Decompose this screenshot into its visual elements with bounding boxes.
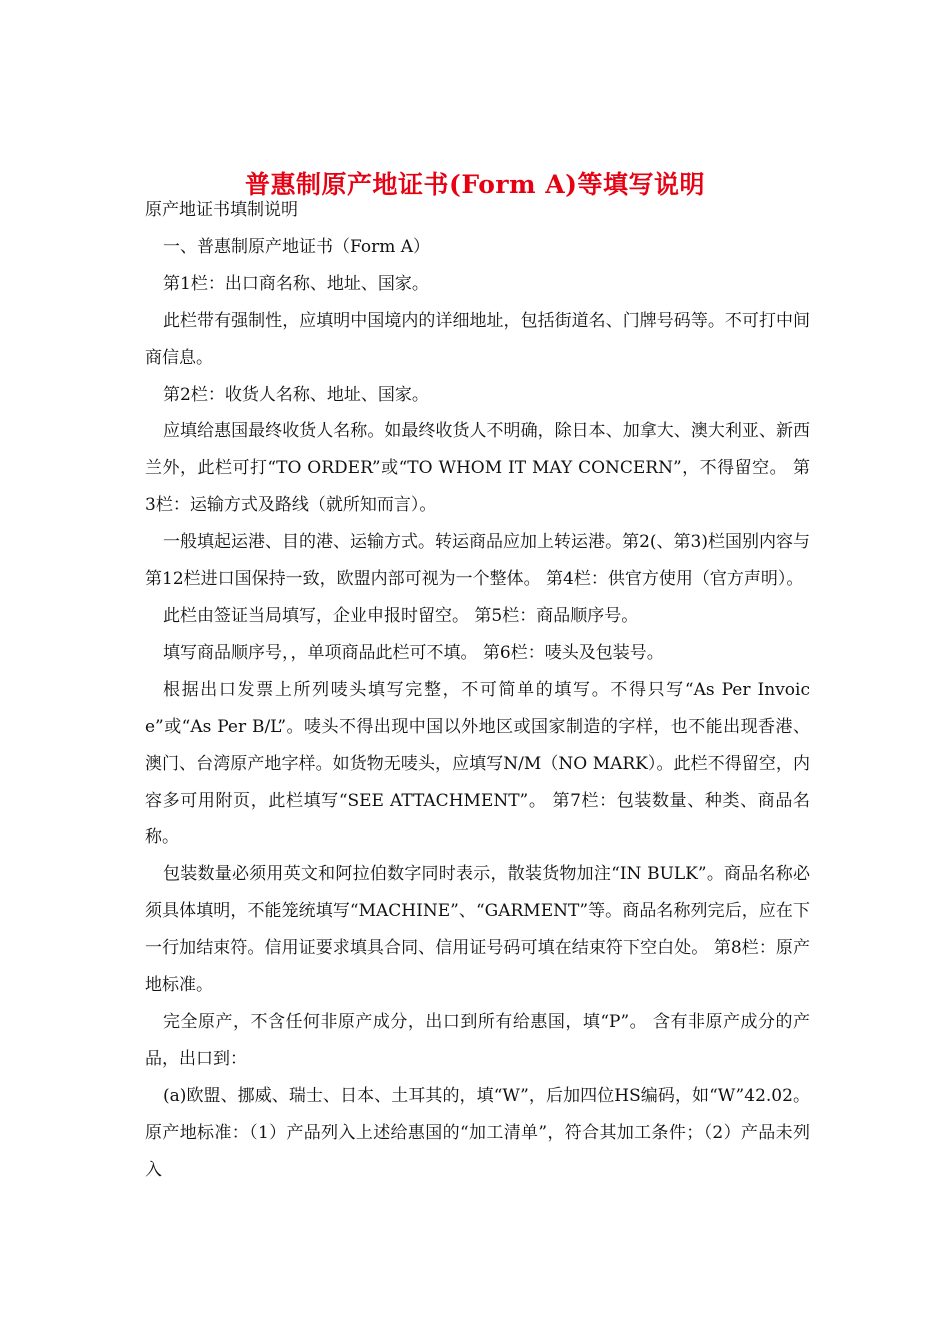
paragraph-section-title: 一、普惠制原产地证书（Form A） — [163, 236, 431, 257]
paragraph-field-7-desc: 包装数量必须用英文和阿拉伯数字同时表示，散装货物加注“IN BULK”。商品名称必须具体填明，不能笼统填写“MACHINE”、“GARMENT”等。商品名称列完后，应在下一行加结束符。信用证要求填具合同、信用证号码可填在结束符下空白处。 第8栏：原产地标准。 — [145, 864, 810, 996]
paragraph-heading: 原产地证书填制说明 — [145, 200, 298, 220]
document-title: 普惠制原产地证书(Form A)等填写说明 — [245, 169, 705, 199]
paragraph-field-6-desc: 根据出口发票上所列唛头填写完整，不可简单的填写。不得只写“As Per Invoice”或“As Per B/L”。唛头不得出现中国以外地区或国家制造的字样，也不能出现香港、澳门、台湾原产地字样。如货物无唛头，应填写N/M（NO MARK）。此栏不得留空，内容多可用附页，此栏填写“SEE ATTACHMENT”。 第7栏：包装数量、种类、商品名称。 — [145, 679, 810, 848]
document-body — [145, 192, 810, 1188]
paragraph-field-2: 第2栏：收货人名称、地址、国家。 — [163, 384, 429, 405]
paragraph-field-5-desc: 填写商品顺序号，，单项商品此栏可不填。 第6栏：唛头及包装号。 — [163, 642, 664, 663]
paragraph-field-3-desc: 一般填起运港、目的港、运输方式。转运商品应加上转运港。第2(、第3)栏国别内容与第12栏进口国保持一致，欧盟内部可视为一个整体。 第4栏：供官方使用（官方声明）。 — [145, 532, 810, 590]
paragraph-field-8-desc: 完全原产，不含任何非原产成分，出口到所有给惠国，填“P”。 含有非原产成分的产品，出口到： — [145, 1011, 810, 1069]
paragraph-field-1: 第1栏：出口商名称、地址、国家。 — [163, 273, 429, 294]
paragraph-field-2-desc: 应填给惠国最终收货人名称。如最终收货人不明确，除日本、加拿大、澳大利亚、新西兰外，此栏可打“TO ORDER”或“TO WHOM IT MAY CONCERN”，不得留空。 第3栏：运输方式及路线（就所知而言）。 — [145, 421, 810, 516]
paragraph-field-4-desc: 此栏由签证当局填写，企业申报时留空。 第5栏：商品顺序号。 — [163, 605, 639, 626]
paragraph-field-1-desc: 此栏带有强制性，应填明中国境内的详细地址，包括街道名、门牌号码等。不可打中间商信息。 — [145, 310, 810, 368]
paragraph-field-8-item-a: (a)欧盟、挪威、瑞士、日本、土耳其的，填“W”，后加四位HS编码，如“W”42.02。原产地标准：（1）产品列入上述给惠国的“加工清单”，符合其加工条件；（2）产品未列入 — [145, 1085, 810, 1180]
